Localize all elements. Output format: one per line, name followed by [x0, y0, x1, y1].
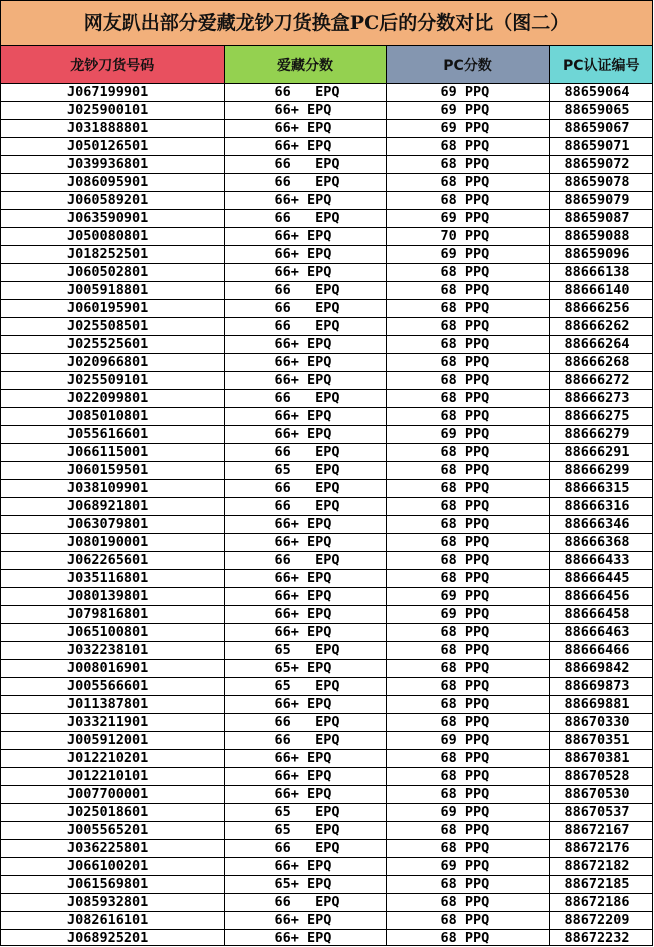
table-row [1, 516, 653, 534]
table-row [1, 678, 653, 696]
pc-cert-number-cell: 88659065 [549, 102, 653, 120]
pc-score-cell: 68 PPQ [386, 624, 549, 642]
pc-cert-number-cell: 88669873 [549, 678, 653, 696]
pc-score-cell: 68 PPQ [386, 642, 549, 660]
serial-number-cell: J005566601 [1, 678, 224, 696]
table-row [1, 390, 653, 408]
pc-cert-number-cell: 88666279 [549, 426, 653, 444]
pc-score-cell: 68 PPQ [386, 930, 549, 947]
aicang-score-cell: 65 EPQ [224, 804, 386, 822]
serial-number-cell: J079816801 [1, 606, 224, 624]
table-row [1, 642, 653, 660]
pc-cert-number-cell: 88666273 [549, 390, 653, 408]
pc-score-cell: 68 PPQ [386, 894, 549, 912]
pc-score-cell: 68 PPQ [386, 696, 549, 714]
table-row [1, 174, 653, 192]
serial-number-cell: J060589201 [1, 192, 224, 210]
pc-cert-number-cell: 88669881 [549, 696, 653, 714]
pc-score-cell: 69 PPQ [386, 732, 549, 750]
table-body [1, 84, 653, 947]
pc-score-cell: 68 PPQ [386, 336, 549, 354]
serial-number-cell: J060195901 [1, 300, 224, 318]
table-row [1, 282, 653, 300]
serial-number-cell: J062265601 [1, 552, 224, 570]
table-row [1, 318, 653, 336]
serial-number-cell: J020966801 [1, 354, 224, 372]
table-row [1, 696, 653, 714]
serial-number-cell: J012210201 [1, 750, 224, 768]
aicang-score-cell: 66+ EPQ [224, 354, 386, 372]
pc-score-cell: 68 PPQ [386, 264, 549, 282]
table-row [1, 372, 653, 390]
serial-number-cell: J080190001 [1, 534, 224, 552]
pc-score-cell: 68 PPQ [386, 462, 549, 480]
table-row [1, 606, 653, 624]
pc-cert-number-cell: 88666463 [549, 624, 653, 642]
pc-score-cell: 68 PPQ [386, 750, 549, 768]
serial-number-cell: J008016901 [1, 660, 224, 678]
header-row [1, 46, 653, 84]
serial-number-cell: J066115001 [1, 444, 224, 462]
serial-number-cell: J038109901 [1, 480, 224, 498]
aicang-score-cell: 66+ EPQ [224, 912, 386, 930]
aicang-score-cell: 66 EPQ [224, 480, 386, 498]
aicang-score-cell: 65+ EPQ [224, 876, 386, 894]
serial-number-cell: J031888801 [1, 120, 224, 138]
pc-cert-number-cell: 88659088 [549, 228, 653, 246]
aicang-score-cell: 66 EPQ [224, 498, 386, 516]
pc-cert-number-cell: 88666458 [549, 606, 653, 624]
pc-score-cell: 68 PPQ [386, 516, 549, 534]
aicang-score-cell: 66 EPQ [224, 840, 386, 858]
pc-cert-number-cell: 88670351 [549, 732, 653, 750]
pc-score-cell: 68 PPQ [386, 678, 549, 696]
pc-score-cell: 68 PPQ [386, 534, 549, 552]
serial-number-cell: J018252501 [1, 246, 224, 264]
serial-number-cell: J080139801 [1, 588, 224, 606]
serial-number-cell: J012210101 [1, 768, 224, 786]
pc-score-cell: 68 PPQ [386, 498, 549, 516]
pc-score-cell: 69 PPQ [386, 120, 549, 138]
table-row [1, 426, 653, 444]
pc-cert-number-cell: 88666275 [549, 408, 653, 426]
pc-cert-number-cell: 88666268 [549, 354, 653, 372]
table-row [1, 84, 653, 102]
pc-cert-number-cell: 88672185 [549, 876, 653, 894]
table-row [1, 192, 653, 210]
pc-score-cell: 68 PPQ [386, 444, 549, 462]
pc-score-cell: 68 PPQ [386, 174, 549, 192]
aicang-score-cell: 66 EPQ [224, 84, 386, 102]
table-row [1, 660, 653, 678]
table-row [1, 354, 653, 372]
aicang-score-cell: 66+ EPQ [224, 588, 386, 606]
serial-number-cell: J065100801 [1, 624, 224, 642]
pc-score-cell: 69 PPQ [386, 426, 549, 444]
serial-number-cell: J055616601 [1, 426, 224, 444]
pc-score-cell: 68 PPQ [386, 372, 549, 390]
serial-number-cell: J033211901 [1, 714, 224, 732]
serial-number-cell: J060159501 [1, 462, 224, 480]
aicang-score-cell: 66 EPQ [224, 552, 386, 570]
serial-number-cell: J082616101 [1, 912, 224, 930]
aicang-score-cell: 66+ EPQ [224, 786, 386, 804]
serial-number-cell: J025508501 [1, 318, 224, 336]
table-row [1, 588, 653, 606]
aicang-score-cell: 66 EPQ [224, 210, 386, 228]
serial-number-cell: J050126501 [1, 138, 224, 156]
table-row [1, 444, 653, 462]
aicang-score-cell: 66+ EPQ [224, 750, 386, 768]
pc-score-cell: 68 PPQ [386, 192, 549, 210]
pc-score-cell: 68 PPQ [386, 876, 549, 894]
serial-number-cell: J061569801 [1, 876, 224, 894]
pc-cert-number-cell: 88666291 [549, 444, 653, 462]
serial-number-cell: J086095901 [1, 174, 224, 192]
pc-score-cell: 68 PPQ [386, 552, 549, 570]
serial-number-cell: J085932801 [1, 894, 224, 912]
aicang-score-cell: 66+ EPQ [224, 246, 386, 264]
aicang-score-cell: 66+ EPQ [224, 696, 386, 714]
pc-cert-number-cell: 88666433 [549, 552, 653, 570]
pc-score-cell: 68 PPQ [386, 282, 549, 300]
aicang-score-cell: 66 EPQ [224, 300, 386, 318]
serial-number-cell: J005918801 [1, 282, 224, 300]
aicang-score-cell: 65+ EPQ [224, 660, 386, 678]
pc-score-cell: 70 PPQ [386, 228, 549, 246]
table-row [1, 228, 653, 246]
pc-cert-number-cell: 88659087 [549, 210, 653, 228]
serial-number-cell: J005565201 [1, 822, 224, 840]
serial-number-cell: J007700001 [1, 786, 224, 804]
serial-number-cell: J032238101 [1, 642, 224, 660]
pc-cert-number-cell: 88666316 [549, 498, 653, 516]
table-row [1, 732, 653, 750]
aicang-score-cell: 66+ EPQ [224, 138, 386, 156]
aicang-score-cell: 66+ EPQ [224, 264, 386, 282]
table-row [1, 156, 653, 174]
pc-cert-number-cell: 88672167 [549, 822, 653, 840]
serial-number-cell: J063079801 [1, 516, 224, 534]
table-row [1, 876, 653, 894]
aicang-score-cell: 65 EPQ [224, 822, 386, 840]
pc-cert-number-cell: 88670528 [549, 768, 653, 786]
pc-cert-number-cell: 88666264 [549, 336, 653, 354]
pc-score-cell: 68 PPQ [386, 840, 549, 858]
pc-score-cell: 69 PPQ [386, 102, 549, 120]
pc-score-cell: 68 PPQ [386, 300, 549, 318]
aicang-score-cell: 66 EPQ [224, 732, 386, 750]
aicang-score-cell: 66+ EPQ [224, 930, 386, 947]
table-row [1, 246, 653, 264]
pc-cert-number-cell: 88666140 [549, 282, 653, 300]
pc-score-cell: 69 PPQ [386, 804, 549, 822]
aicang-score-cell: 66+ EPQ [224, 606, 386, 624]
aicang-score-cell: 66+ EPQ [224, 768, 386, 786]
pc-score-cell: 68 PPQ [386, 822, 549, 840]
aicang-score-cell: 66 EPQ [224, 444, 386, 462]
sheet-title: 网友趴出部分爱藏龙钞刀货换盒PC后的分数对比（图二） [1, 1, 652, 46]
pc-cert-number-cell: 88670530 [549, 786, 653, 804]
aicang-score-cell: 66 EPQ [224, 174, 386, 192]
serial-number-cell: J025525601 [1, 336, 224, 354]
aicang-score-cell: 66 EPQ [224, 318, 386, 336]
score-table [1, 46, 653, 946]
pc-cert-number-cell: 88672209 [549, 912, 653, 930]
header-pc-cert-number: PC认证编号 [549, 46, 653, 84]
table-row [1, 930, 653, 947]
aicang-score-cell: 66 EPQ [224, 390, 386, 408]
table-row [1, 624, 653, 642]
aicang-score-cell: 66 EPQ [224, 282, 386, 300]
serial-number-cell: J063590901 [1, 210, 224, 228]
aicang-score-cell: 66 EPQ [224, 714, 386, 732]
table-row [1, 336, 653, 354]
table-row [1, 138, 653, 156]
pc-score-cell: 69 PPQ [386, 858, 549, 876]
table-row [1, 498, 653, 516]
serial-number-cell: J022099801 [1, 390, 224, 408]
pc-cert-number-cell: 88672232 [549, 930, 653, 947]
pc-cert-number-cell: 88666466 [549, 642, 653, 660]
pc-score-cell: 68 PPQ [386, 912, 549, 930]
table-row [1, 858, 653, 876]
pc-cert-number-cell: 88659078 [549, 174, 653, 192]
pc-score-cell: 68 PPQ [386, 318, 549, 336]
table-row [1, 102, 653, 120]
table-row [1, 822, 653, 840]
header-aicang-score: 爱藏分数 [224, 46, 386, 84]
pc-score-cell: 68 PPQ [386, 480, 549, 498]
table-row [1, 894, 653, 912]
pc-score-cell: 68 PPQ [386, 768, 549, 786]
pc-cert-number-cell: 88672186 [549, 894, 653, 912]
serial-number-cell: J066100201 [1, 858, 224, 876]
table-row [1, 210, 653, 228]
serial-number-cell: J025900101 [1, 102, 224, 120]
pc-cert-number-cell: 88672176 [549, 840, 653, 858]
pc-score-cell: 68 PPQ [386, 408, 549, 426]
pc-score-cell: 69 PPQ [386, 84, 549, 102]
table-row [1, 714, 653, 732]
pc-cert-number-cell: 88659096 [549, 246, 653, 264]
header-serial-number: 龙钞刀货号码 [1, 46, 224, 84]
aicang-score-cell: 66+ EPQ [224, 516, 386, 534]
aicang-score-cell: 65 EPQ [224, 462, 386, 480]
serial-number-cell: J060502801 [1, 264, 224, 282]
serial-number-cell: J067199901 [1, 84, 224, 102]
aicang-score-cell: 66+ EPQ [224, 426, 386, 444]
table-row [1, 462, 653, 480]
pc-score-cell: 68 PPQ [386, 390, 549, 408]
pc-score-cell: 68 PPQ [386, 156, 549, 174]
aicang-score-cell: 66+ EPQ [224, 534, 386, 552]
table-row [1, 552, 653, 570]
pc-cert-number-cell: 88659079 [549, 192, 653, 210]
table-row [1, 480, 653, 498]
pc-cert-number-cell: 88670330 [549, 714, 653, 732]
pc-score-cell: 68 PPQ [386, 660, 549, 678]
aicang-score-cell: 66 EPQ [224, 894, 386, 912]
aicang-score-cell: 66+ EPQ [224, 624, 386, 642]
serial-number-cell: J011387801 [1, 696, 224, 714]
serial-number-cell: J035116801 [1, 570, 224, 588]
table-row [1, 750, 653, 768]
table-row [1, 804, 653, 822]
table-row [1, 570, 653, 588]
pc-score-cell: 69 PPQ [386, 210, 549, 228]
pc-cert-number-cell: 88666262 [549, 318, 653, 336]
pc-score-cell: 68 PPQ [386, 354, 549, 372]
serial-number-cell: J025018601 [1, 804, 224, 822]
header-pc-score: PC分数 [386, 46, 549, 84]
aicang-score-cell: 66+ EPQ [224, 858, 386, 876]
pc-score-cell: 68 PPQ [386, 786, 549, 804]
serial-number-cell: J036225801 [1, 840, 224, 858]
pc-cert-number-cell: 88670537 [549, 804, 653, 822]
table-row [1, 786, 653, 804]
serial-number-cell: J039936801 [1, 156, 224, 174]
pc-score-cell: 68 PPQ [386, 138, 549, 156]
pc-cert-number-cell: 88666346 [549, 516, 653, 534]
serial-number-cell: J005912001 [1, 732, 224, 750]
table-row [1, 840, 653, 858]
pc-cert-number-cell: 88666445 [549, 570, 653, 588]
serial-number-cell: J068925201 [1, 930, 224, 947]
serial-number-cell: J025509101 [1, 372, 224, 390]
table-row [1, 120, 653, 138]
pc-cert-number-cell: 88669842 [549, 660, 653, 678]
aicang-score-cell: 66+ EPQ [224, 102, 386, 120]
pc-cert-number-cell: 88666272 [549, 372, 653, 390]
pc-cert-number-cell: 88670381 [549, 750, 653, 768]
table-row [1, 264, 653, 282]
pc-score-cell: 69 PPQ [386, 246, 549, 264]
serial-number-cell: J050080801 [1, 228, 224, 246]
pc-cert-number-cell: 88666456 [549, 588, 653, 606]
aicang-score-cell: 66+ EPQ [224, 570, 386, 588]
pc-cert-number-cell: 88666299 [549, 462, 653, 480]
table-row [1, 912, 653, 930]
pc-cert-number-cell: 88666315 [549, 480, 653, 498]
serial-number-cell: J085010801 [1, 408, 224, 426]
table-row [1, 534, 653, 552]
pc-cert-number-cell: 88666138 [549, 264, 653, 282]
pc-cert-number-cell: 88672182 [549, 858, 653, 876]
pc-score-cell: 69 PPQ [386, 606, 549, 624]
pc-score-cell: 68 PPQ [386, 714, 549, 732]
aicang-score-cell: 66+ EPQ [224, 336, 386, 354]
aicang-score-cell: 66+ EPQ [224, 372, 386, 390]
pc-cert-number-cell: 88659072 [549, 156, 653, 174]
table-row [1, 300, 653, 318]
pc-cert-number-cell: 88666256 [549, 300, 653, 318]
table-row [1, 768, 653, 786]
serial-number-cell: J068921801 [1, 498, 224, 516]
pc-score-cell: 69 PPQ [386, 588, 549, 606]
pc-cert-number-cell: 88659071 [549, 138, 653, 156]
pc-score-cell: 68 PPQ [386, 570, 549, 588]
aicang-score-cell: 65 EPQ [224, 678, 386, 696]
aicang-score-cell: 66+ EPQ [224, 408, 386, 426]
aicang-score-cell: 66+ EPQ [224, 192, 386, 210]
pc-cert-number-cell: 88659064 [549, 84, 653, 102]
aicang-score-cell: 66+ EPQ [224, 120, 386, 138]
pc-cert-number-cell: 88659067 [549, 120, 653, 138]
aicang-score-cell: 66+ EPQ [224, 228, 386, 246]
pc-cert-number-cell: 88666368 [549, 534, 653, 552]
aicang-score-cell: 65 EPQ [224, 642, 386, 660]
aicang-score-cell: 66 EPQ [224, 156, 386, 174]
table-row [1, 408, 653, 426]
